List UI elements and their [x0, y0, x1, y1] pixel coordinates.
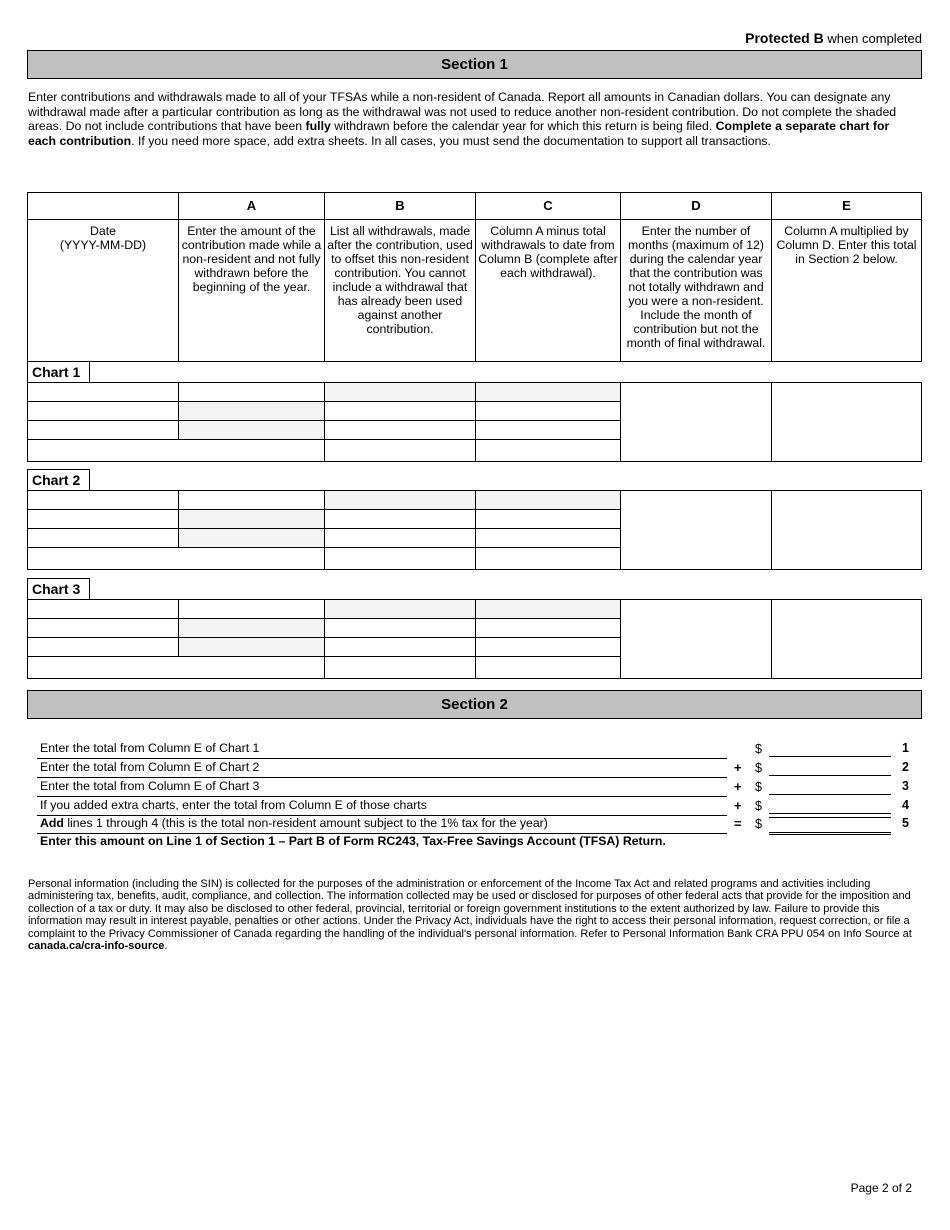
column-desc-a: Enter the amount of the contribution made while a non-resident and not fully withdrawn before the beginning of the year.	[179, 220, 325, 362]
line-5-currency: $	[755, 817, 762, 831]
column-e-field[interactable]	[772, 491, 922, 570]
section-1-instructions: Enter contributions and withdrawals made to all of your TFSAs while a non-resident of Canada. Report all amounts in Canadian dollars. You can designate any withdrawal made after a particular contribution as long as the withdrawal was not used to reduce another non-resident contribution. Do not complete the shaded areas. Do not include contributions that have been fully withdrawn before the calendar year for which this return is being filed. Complete a separate chart for each contribution. If you need more space, add extra sheets. In all cases, you must send the documentation to support all transactions.	[28, 90, 897, 148]
column-d-field[interactable]	[621, 600, 772, 679]
line-3-operator: +	[734, 779, 742, 794]
line-2-label: Enter the total from Column E of Chart 2	[40, 760, 260, 774]
column-b-field[interactable]	[325, 657, 476, 679]
section-1-title: Section 1	[27, 50, 922, 79]
column-b-field[interactable]	[325, 548, 476, 570]
line-3-label: Enter the total from Column E of Chart 3	[40, 779, 260, 793]
column-letter-d: D	[621, 193, 772, 220]
column-b-field[interactable]	[325, 638, 476, 657]
line-2-operator: +	[734, 760, 742, 775]
blank-cell	[28, 657, 325, 679]
date-field[interactable]	[28, 491, 179, 510]
shaded-cell	[179, 402, 325, 421]
line-4-number: 4	[902, 798, 909, 812]
line-1-amount-field[interactable]	[769, 742, 891, 757]
blank-cell	[28, 548, 325, 570]
column-b-field[interactable]	[325, 440, 476, 462]
column-e-field[interactable]	[772, 383, 922, 462]
date-field[interactable]	[28, 638, 179, 657]
column-c-field[interactable]	[476, 421, 621, 440]
line-4-label: If you added extra charts, enter the total from Column E of those charts	[40, 798, 427, 812]
line-1-label: Enter the total from Column E of Chart 1	[40, 741, 260, 755]
column-desc-date: Date (YYYY-MM-DD)	[28, 220, 179, 362]
column-d-field[interactable]	[621, 383, 772, 462]
column-a-field[interactable]	[179, 600, 325, 619]
shaded-cell	[325, 383, 476, 402]
line-2-number: 2	[902, 760, 909, 774]
date-field[interactable]	[28, 600, 179, 619]
shaded-cell	[179, 619, 325, 638]
date-field[interactable]	[28, 529, 179, 548]
line-1-currency: $	[755, 742, 762, 756]
chart-3-table	[27, 599, 922, 679]
line-3-amount-field[interactable]	[769, 780, 891, 795]
line-5-number: 5	[902, 816, 909, 830]
divider	[37, 758, 727, 759]
line-4-amount-field[interactable]	[769, 799, 891, 814]
date-field[interactable]	[28, 421, 179, 440]
column-c-field[interactable]	[476, 619, 621, 638]
date-field[interactable]	[28, 402, 179, 421]
shaded-cell	[179, 510, 325, 529]
shaded-cell	[179, 421, 325, 440]
shaded-cell	[476, 600, 621, 619]
column-c-field[interactable]	[476, 510, 621, 529]
chart-1-table	[27, 382, 922, 462]
shaded-cell	[476, 383, 621, 402]
column-letter-date	[28, 193, 179, 220]
page-number: Page 2 of 2	[850, 1181, 912, 1195]
column-b-field[interactable]	[325, 421, 476, 440]
date-field[interactable]	[28, 510, 179, 529]
column-c-field[interactable]	[476, 440, 621, 462]
column-c-field[interactable]	[476, 638, 621, 657]
column-d-field[interactable]	[621, 491, 772, 570]
chart-2-label: Chart 2	[27, 469, 90, 490]
column-a-field[interactable]	[179, 383, 325, 402]
final-instruction: Enter this amount on Line 1 of Section 1 – Part B of Form RC243, Tax-Free Savings Account (TFSA) Return.	[40, 834, 666, 848]
column-b-field[interactable]	[325, 529, 476, 548]
column-letter-a: A	[179, 193, 325, 220]
column-b-field[interactable]	[325, 402, 476, 421]
divider	[37, 796, 727, 797]
line-4-operator: +	[734, 798, 742, 813]
line-5-operator: =	[734, 816, 742, 831]
date-field[interactable]	[28, 619, 179, 638]
shaded-cell	[325, 491, 476, 510]
line-3-number: 3	[902, 779, 909, 793]
shaded-cell	[179, 529, 325, 548]
date-field[interactable]	[28, 383, 179, 402]
column-desc-d: Enter the number of months (maximum of 12) during the calendar year that the contribution was not totally withdrawn and you were a non-resident. Include the month of contribution but not the month of final withdrawal.	[621, 220, 772, 362]
protected-b-label: Protected B when completed	[745, 30, 922, 46]
column-desc-e: Column A multiplied by Column D. Enter this total in Section 2 below.	[772, 220, 922, 362]
privacy-notice: Personal information (including the SIN) is collected for the purposes of the administration or enforcement of the Income Tax Act and related programs and activities including administering tax, benefits, audit, compliance, and collection. The information collected may be used or disclosed for purposes of other federal acts that provide for the imposition and collection of a tax or duty. It may also be disclosed to other federal, provincial, territorial or foreign government institutions to the extent authorized by law. Failure to provide this information may result in interest payable, penalties or other actions. Under the Privacy Act, individuals have the right to access their personal information, request correction, or file a complaint to the Privacy Commissioner of Canada regarding the handling of the individual's personal information. Refer to Personal Information Bank CRA PPU 054 on Info Source at canada.ca/cra-info-source.	[28, 878, 912, 953]
column-letter-c: C	[476, 193, 621, 220]
chart-2-table	[27, 490, 922, 570]
line-5-amount-field[interactable]	[769, 817, 891, 835]
chart-3-label: Chart 3	[27, 578, 90, 599]
column-desc-c: Column A minus total withdrawals to date from Column B (complete after each withdrawal).	[476, 220, 621, 362]
column-c-field[interactable]	[476, 548, 621, 570]
shaded-cell	[325, 600, 476, 619]
column-c-field[interactable]	[476, 657, 621, 679]
column-c-field[interactable]	[476, 402, 621, 421]
line-3-currency: $	[755, 780, 762, 794]
column-b-field[interactable]	[325, 510, 476, 529]
section-2-title: Section 2	[27, 690, 922, 719]
column-letter-b: B	[325, 193, 476, 220]
blank-cell	[28, 440, 325, 462]
line-4-currency: $	[755, 799, 762, 813]
line-1-number: 1	[902, 741, 909, 755]
column-b-field[interactable]	[325, 619, 476, 638]
info-source-link[interactable]: canada.ca/cra-info-source	[28, 940, 165, 953]
shaded-cell	[476, 491, 621, 510]
column-e-field[interactable]	[772, 600, 922, 679]
line-2-currency: $	[755, 761, 762, 775]
chart-1-label: Chart 1	[27, 361, 90, 382]
column-c-field[interactable]	[476, 529, 621, 548]
column-letter-e: E	[772, 193, 922, 220]
divider	[37, 777, 727, 778]
shaded-cell	[179, 638, 325, 657]
column-a-field[interactable]	[179, 491, 325, 510]
line-2-amount-field[interactable]	[769, 761, 891, 776]
line-5-label: Add lines 1 through 4 (this is the total non-resident amount subject to the 1% tax for the year)	[40, 816, 548, 830]
column-header-table	[27, 192, 922, 362]
column-desc-b: List all withdrawals, made after the contribution, used to offset this non-resident contribution. You cannot include a withdrawal that has already been used against another contribution.	[325, 220, 476, 362]
